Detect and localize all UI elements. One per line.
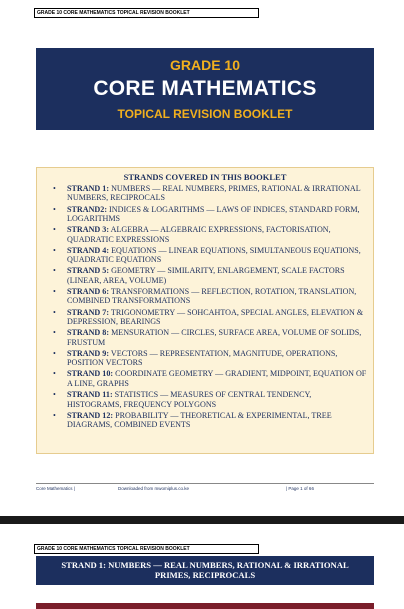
cover-banner: [36, 48, 374, 130]
strand-banner: [36, 556, 374, 585]
running-header: GRADE 10 CORE MATHEMATICS TOPICAL REVISION BOOKLET: [34, 8, 259, 18]
page-footer: [36, 483, 374, 494]
cover-subtitle: TOPICAL REVISION BOOKLET: [117, 107, 293, 121]
footer-page-number: | Page 1 of 66: [286, 486, 314, 491]
page-separator: [0, 516, 404, 524]
strand-item: • STRAND 8: MENSURATION — CIRCLES, SURFACE AREA, VOLUME OF SOLIDS, FRUSTUM: [53, 328, 362, 347]
footer-subject: Core Mathematics |: [36, 486, 75, 491]
strand-item: • STRAND 6: TRANSFORMATIONS — REFLECTION, ROTATION, TRANSLATION, COMBINED TRANSFORMATIONS: [53, 287, 357, 306]
strands-box: [36, 167, 374, 454]
section-strip: [36, 603, 374, 609]
document-page-2: [0, 524, 404, 609]
strands-title: STRANDS COVERED IN THIS BOOKLET: [123, 172, 287, 182]
cover-grade: GRADE 10: [169, 57, 241, 73]
strand-item: • STRAND 4: EQUATIONS — LINEAR EQUATIONS, SIMULTANEOUS EQUATIONS, QUADRATIC EQUATIONS: [53, 245, 361, 265]
running-header: GRADE 10 CORE MATHEMATICS TOPICAL REVISION BOOKLET: [34, 544, 259, 554]
strand-item: • STRAND 11: STATISTICS — MEASURES OF CENTRAL TENDENCY, HISTOGRAMS, FREQUENCY POLYGONS: [53, 390, 312, 409]
strand-item: • STRAND 10: COORDINATE GEOMETRY — GRADIENT, MIDPOINT, EQUATION OF A LINE, GRAPHS: [53, 369, 367, 388]
strand-banner-line-2: PRIMES, RECIPROCALS: [154, 570, 256, 580]
strand-item: • STRAND 9: VECTORS — REPRESENTATION, MAGNITUDE, OPERATIONS, POSITION VECTORS: [53, 348, 338, 368]
cover-title: CORE MATHEMATICS: [93, 77, 317, 100]
strand-item: • STRAND 12: PROBABILITY — THEORETICAL & EXPERIMENTAL, TREE DIAGRAMS, COMBINED EVENTS: [53, 410, 332, 430]
strand-item: • STRAND 7: TRIGONOMETRY — SOHCAHTOA, SPECIAL ANGLES, ELEVATION & DEPRESSION, BEARINGS: [53, 307, 364, 327]
strand-item: • STRAND2: INDICES & LOGARITHMS — LAWS OF INDICES, STANDARD FORM, LOGARITHMS: [53, 204, 360, 224]
footer-download-link[interactable]: Downloaded from mwomiplus.co.ke: [118, 486, 190, 491]
strand-banner-line-1: STRAND 1: NUMBERS — REAL NUMBERS, RATIONAL & IRRATIONAL: [61, 560, 349, 570]
strands-list: [37, 184, 373, 430]
strand-item: • STRAND 3: ALGEBRA — ALGEBRAIC EXPRESSIONS, FACTORISATION, QUADRATIC EXPRESSIONS: [53, 225, 331, 244]
strand-item: • STRAND 1: NUMBERS — REAL NUMBERS, PRIMES, RATIONAL & IRRATIONAL NUMBERS, RECIPROCALS: [53, 184, 361, 203]
strand-item: • STRAND 5: GEOMETRY — SIMILARITY, ENLARGEMENT, SCALE FACTORS (LINEAR, AREA, VOLUME): [53, 266, 345, 285]
